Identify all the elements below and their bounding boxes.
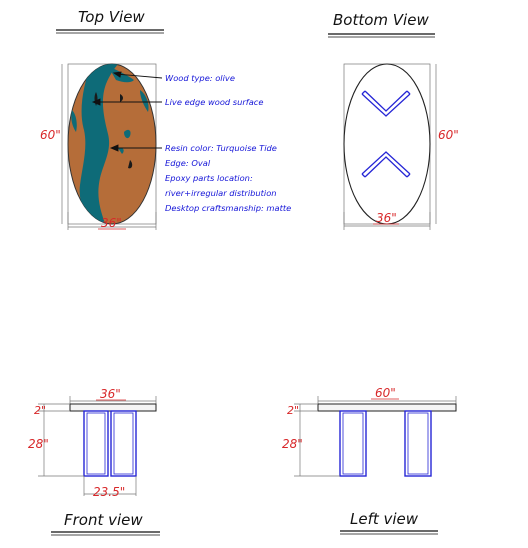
tabletop-underside-oval (344, 64, 430, 224)
front-view (28, 387, 160, 535)
leg-panel (84, 411, 108, 476)
left-top-thickness-label: 2" (287, 404, 300, 417)
leg-panel (111, 411, 136, 476)
front-width-label: 36" (100, 387, 121, 401)
leg-panel-inner (343, 413, 363, 474)
bottom-view (328, 11, 459, 230)
left-view (282, 386, 456, 534)
note-epoxy-location: Epoxy parts location: (165, 173, 253, 183)
bottom-view-title: Bottom View (333, 11, 429, 29)
note-epoxy-distribution: river+irregular distribution (165, 188, 277, 198)
spec-notes (165, 73, 291, 213)
top-view (40, 8, 291, 230)
note-resin-color: Resin color: Turquoise Tide (165, 143, 277, 153)
left-leg-height-label: 28" (282, 437, 303, 451)
top-length-label: 60" (40, 128, 61, 142)
bottom-length-label: 60" (438, 128, 459, 142)
base-frame (340, 411, 431, 476)
front-base-width-label: 23.5" (93, 485, 126, 499)
note-live-edge: Live edge wood surface (165, 97, 264, 107)
front-leg-height-label: 28" (28, 437, 49, 451)
leg-panel (340, 411, 366, 476)
left-length-label: 60" (375, 386, 396, 400)
front-view-title: Front view (64, 511, 143, 529)
leg-panel (405, 411, 431, 476)
front-top-thickness-label: 2" (34, 404, 47, 417)
leg-panel-inner (87, 413, 105, 474)
bottom-width-label: 36" (376, 211, 397, 225)
left-view-title: Left view (350, 510, 419, 528)
note-craftsmanship: Desktop craftsmanship: matte (165, 203, 292, 213)
top-width-label: 36" (101, 216, 122, 230)
note-wood-type: Wood type: olive (165, 73, 235, 83)
base-frame (84, 411, 136, 476)
leg-panel-inner (114, 413, 133, 474)
note-edge: Edge: Oval (165, 158, 211, 168)
tabletop-slab (70, 404, 156, 411)
top-view-title: Top View (78, 8, 145, 26)
leg-panel-inner (408, 413, 428, 474)
tabletop-slab (318, 404, 456, 411)
